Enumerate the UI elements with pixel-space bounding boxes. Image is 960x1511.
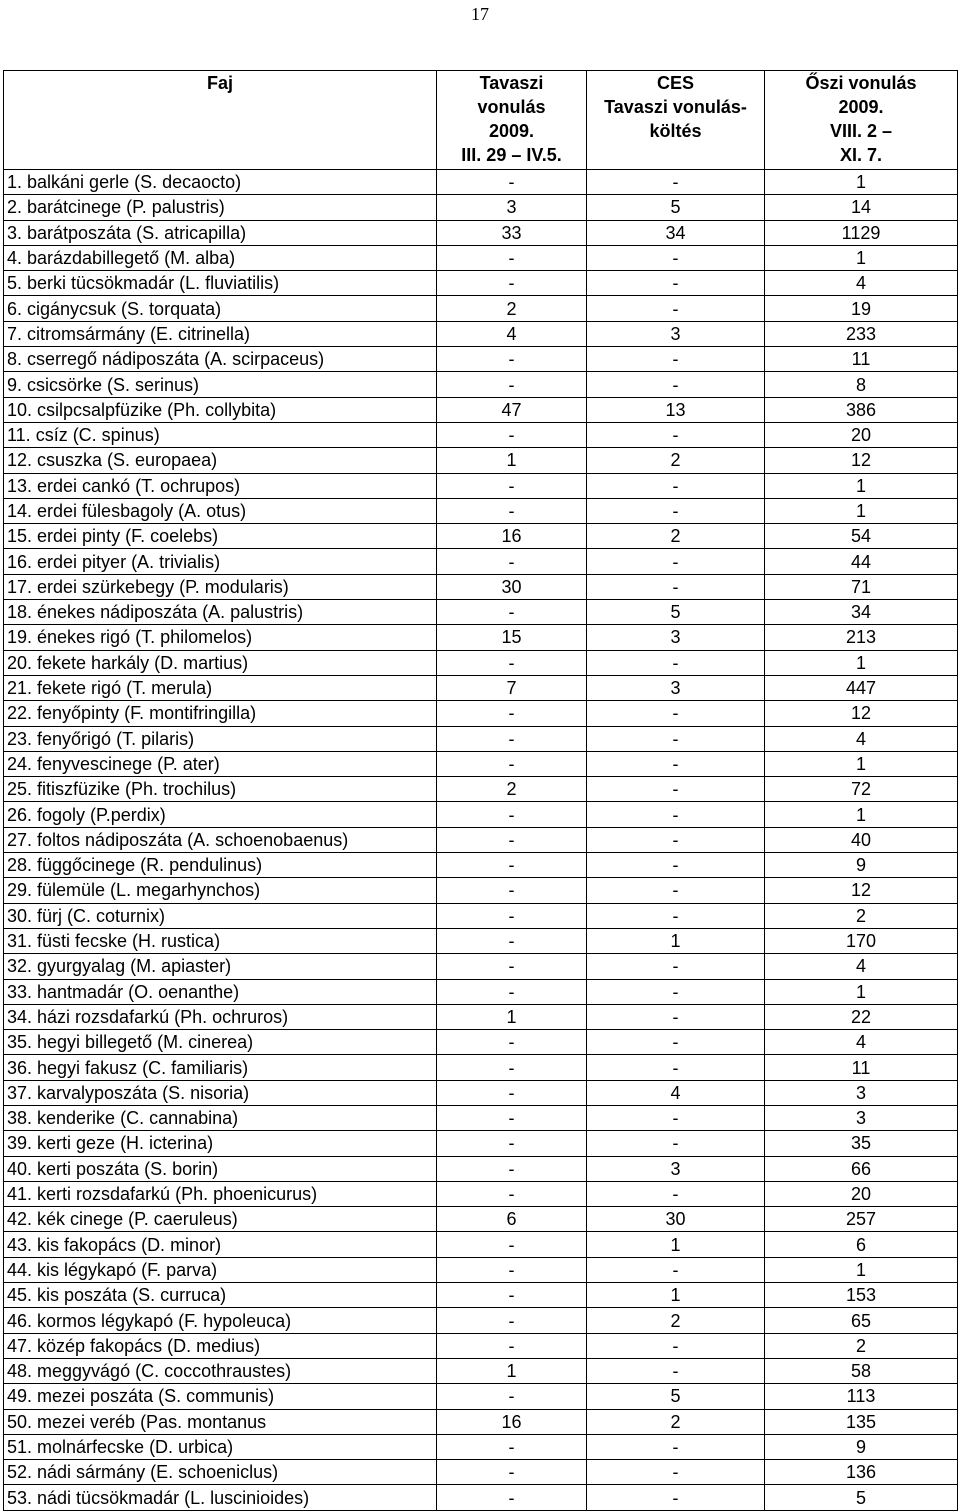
ces-count-cell: - bbox=[587, 1131, 765, 1156]
ces-count-cell: 1 bbox=[587, 1232, 765, 1257]
ces-count-cell: - bbox=[587, 1030, 765, 1055]
autumn-count-cell: 44 bbox=[765, 549, 958, 574]
table-row bbox=[4, 1460, 958, 1485]
ces-count-cell: - bbox=[587, 777, 765, 802]
ces-count-cell: - bbox=[587, 422, 765, 447]
spring-count-cell: - bbox=[437, 954, 587, 979]
autumn-count-cell: 20 bbox=[765, 422, 958, 447]
ces-count-cell: - bbox=[587, 1004, 765, 1029]
spring-count-cell: - bbox=[437, 422, 587, 447]
ces-count-cell: - bbox=[587, 574, 765, 599]
species-name-cell: 20. fekete harkály (D. martius) bbox=[4, 650, 437, 675]
species-name-cell: 48. meggyvágó (C. coccothraustes) bbox=[4, 1358, 437, 1383]
table-body bbox=[4, 170, 958, 1511]
table-row bbox=[4, 954, 958, 979]
table-row bbox=[4, 1030, 958, 1055]
spring-count-cell: - bbox=[437, 979, 587, 1004]
ces-count-cell: - bbox=[587, 1181, 765, 1206]
ces-count-cell: 5 bbox=[587, 195, 765, 220]
autumn-count-cell: 11 bbox=[765, 1055, 958, 1080]
ces-count-cell: 3 bbox=[587, 1156, 765, 1181]
spring-count-cell: 16 bbox=[437, 524, 587, 549]
autumn-count-cell: 170 bbox=[765, 928, 958, 953]
spring-count-cell: - bbox=[437, 878, 587, 903]
table-row bbox=[4, 271, 958, 296]
ces-count-cell: - bbox=[587, 1333, 765, 1358]
table-row bbox=[4, 1283, 958, 1308]
spring-count-cell: 30 bbox=[437, 574, 587, 599]
ces-count-cell: - bbox=[587, 802, 765, 827]
header-autumn-line: XI. 7. bbox=[839, 145, 883, 165]
ces-count-cell: 2 bbox=[587, 1308, 765, 1333]
autumn-count-cell: 1 bbox=[765, 245, 958, 270]
spring-count-cell: 1 bbox=[437, 1358, 587, 1383]
species-name-cell: 49. mezei poszáta (S. communis) bbox=[4, 1384, 437, 1409]
spring-count-cell: 2 bbox=[437, 777, 587, 802]
header-row bbox=[4, 71, 958, 170]
autumn-count-cell: 136 bbox=[765, 1460, 958, 1485]
autumn-count-cell: 22 bbox=[765, 1004, 958, 1029]
spring-count-cell: - bbox=[437, 549, 587, 574]
ces-count-cell: - bbox=[587, 827, 765, 852]
autumn-count-cell: 65 bbox=[765, 1308, 958, 1333]
table-row bbox=[4, 878, 958, 903]
table-row bbox=[4, 1358, 958, 1383]
table-row bbox=[4, 777, 958, 802]
ces-count-cell: 2 bbox=[587, 524, 765, 549]
table-row bbox=[4, 448, 958, 473]
table-row bbox=[4, 1055, 958, 1080]
table-row bbox=[4, 751, 958, 776]
header-spring-line: Tavaszi bbox=[479, 73, 544, 93]
spring-count-cell: - bbox=[437, 751, 587, 776]
autumn-count-cell: 9 bbox=[765, 853, 958, 878]
table-row bbox=[4, 853, 958, 878]
table-row bbox=[4, 1156, 958, 1181]
autumn-count-cell: 19 bbox=[765, 296, 958, 321]
spring-count-cell: 15 bbox=[437, 625, 587, 650]
autumn-count-cell: 4 bbox=[765, 1030, 958, 1055]
autumn-count-cell: 35 bbox=[765, 1131, 958, 1156]
ces-count-cell: 3 bbox=[587, 675, 765, 700]
species-name-cell: 12. csuszka (S. europaea) bbox=[4, 448, 437, 473]
species-name-cell: 24. fenyvescinege (P. ater) bbox=[4, 751, 437, 776]
table-row bbox=[4, 928, 958, 953]
species-name-cell: 7. citromsármány (E. citrinella) bbox=[4, 321, 437, 346]
autumn-count-cell: 14 bbox=[765, 195, 958, 220]
page-number: 17 bbox=[471, 4, 489, 24]
autumn-count-cell: 447 bbox=[765, 675, 958, 700]
species-name-cell: 38. kenderike (C. cannabina) bbox=[4, 1105, 437, 1130]
autumn-count-cell: 1 bbox=[765, 802, 958, 827]
ces-count-cell: 13 bbox=[587, 397, 765, 422]
spring-count-cell: - bbox=[437, 1232, 587, 1257]
ces-count-cell: - bbox=[587, 296, 765, 321]
autumn-count-cell: 1 bbox=[765, 498, 958, 523]
spring-count-cell: 47 bbox=[437, 397, 587, 422]
autumn-count-cell: 257 bbox=[765, 1207, 958, 1232]
species-name-cell: 22. fenyőpinty (F. montifringilla) bbox=[4, 701, 437, 726]
species-name-cell: 10. csilpcsalpfüzike (Ph. collybita) bbox=[4, 397, 437, 422]
autumn-count-cell: 71 bbox=[765, 574, 958, 599]
autumn-count-cell: 66 bbox=[765, 1156, 958, 1181]
table-row bbox=[4, 1080, 958, 1105]
table-row bbox=[4, 625, 958, 650]
table-row bbox=[4, 1333, 958, 1358]
spring-count-cell: - bbox=[437, 650, 587, 675]
ces-count-cell: - bbox=[587, 170, 765, 195]
autumn-count-cell: 3 bbox=[765, 1105, 958, 1130]
species-name-cell: 41. kerti rozsdafarkú (Ph. phoenicurus) bbox=[4, 1181, 437, 1206]
header-spring-migration bbox=[437, 71, 587, 170]
autumn-count-cell: 113 bbox=[765, 1384, 958, 1409]
autumn-count-cell: 4 bbox=[765, 271, 958, 296]
species-name-cell: 28. függőcinege (R. pendulinus) bbox=[4, 853, 437, 878]
spring-count-cell: - bbox=[437, 1384, 587, 1409]
table-row bbox=[4, 979, 958, 1004]
spring-count-cell: - bbox=[437, 1156, 587, 1181]
ces-count-cell: - bbox=[587, 245, 765, 270]
autumn-count-cell: 11 bbox=[765, 347, 958, 372]
ces-count-cell: - bbox=[587, 549, 765, 574]
species-name-cell: 35. hegyi billegető (M. cinerea) bbox=[4, 1030, 437, 1055]
header-autumn-line: 2009. bbox=[838, 97, 884, 117]
species-name-cell: 1. balkáni gerle (S. decaocto) bbox=[4, 170, 437, 195]
autumn-count-cell: 12 bbox=[765, 448, 958, 473]
species-name-cell: 9. csicsörke (S. serinus) bbox=[4, 372, 437, 397]
ces-count-cell: 5 bbox=[587, 1384, 765, 1409]
species-name-cell: 8. cserregő nádiposzáta (A. scirpaceus) bbox=[4, 347, 437, 372]
table-row bbox=[4, 1181, 958, 1206]
autumn-count-cell: 3 bbox=[765, 1080, 958, 1105]
autumn-count-cell: 4 bbox=[765, 954, 958, 979]
species-name-cell: 53. nádi tücsökmadár (L. luscinioides) bbox=[4, 1485, 437, 1510]
autumn-count-cell: 9 bbox=[765, 1434, 958, 1459]
spring-count-cell: - bbox=[437, 1131, 587, 1156]
ces-count-cell: - bbox=[587, 372, 765, 397]
table-row bbox=[4, 827, 958, 852]
species-name-cell: 23. fenyőrigó (T. pilaris) bbox=[4, 726, 437, 751]
ces-count-cell: - bbox=[587, 271, 765, 296]
species-name-cell: 2. barátcinege (P. palustris) bbox=[4, 195, 437, 220]
ces-count-cell: - bbox=[587, 1257, 765, 1282]
ces-count-cell: 34 bbox=[587, 220, 765, 245]
ces-count-cell: - bbox=[587, 701, 765, 726]
species-name-cell: 31. füsti fecske (H. rustica) bbox=[4, 928, 437, 953]
species-name-cell: 21. fekete rigó (T. merula) bbox=[4, 675, 437, 700]
autumn-count-cell: 5 bbox=[765, 1485, 958, 1510]
species-name-cell: 43. kis fakopács (D. minor) bbox=[4, 1232, 437, 1257]
ces-count-cell: 4 bbox=[587, 1080, 765, 1105]
spring-count-cell: - bbox=[437, 853, 587, 878]
table-row bbox=[4, 650, 958, 675]
table-row bbox=[4, 726, 958, 751]
table-row bbox=[4, 347, 958, 372]
table-row bbox=[4, 802, 958, 827]
spring-count-cell: 1 bbox=[437, 1004, 587, 1029]
table-row bbox=[4, 473, 958, 498]
ces-count-cell: 1 bbox=[587, 1283, 765, 1308]
spring-count-cell: 1 bbox=[437, 448, 587, 473]
spring-count-cell: - bbox=[437, 1105, 587, 1130]
species-name-cell: 46. kormos légykapó (F. hypoleuca) bbox=[4, 1308, 437, 1333]
table-row bbox=[4, 1004, 958, 1029]
spring-count-cell: - bbox=[437, 498, 587, 523]
ces-count-cell: 2 bbox=[587, 448, 765, 473]
autumn-count-cell: 1 bbox=[765, 979, 958, 1004]
table-row bbox=[4, 701, 958, 726]
table-row bbox=[4, 903, 958, 928]
species-name-cell: 3. barátposzáta (S. atricapilla) bbox=[4, 220, 437, 245]
spring-count-cell: 2 bbox=[437, 296, 587, 321]
species-name-cell: 19. énekes rigó (T. philomelos) bbox=[4, 625, 437, 650]
autumn-count-cell: 233 bbox=[765, 321, 958, 346]
table-row bbox=[4, 170, 958, 195]
autumn-count-cell: 1 bbox=[765, 1257, 958, 1282]
spring-count-cell: 33 bbox=[437, 220, 587, 245]
ces-count-cell: - bbox=[587, 726, 765, 751]
spring-count-cell: - bbox=[437, 170, 587, 195]
ces-count-cell: - bbox=[587, 1434, 765, 1459]
spring-count-cell: - bbox=[437, 1485, 587, 1510]
table-row bbox=[4, 600, 958, 625]
autumn-count-cell: 54 bbox=[765, 524, 958, 549]
ces-count-cell: - bbox=[587, 853, 765, 878]
header-ces bbox=[587, 71, 765, 170]
table-row bbox=[4, 549, 958, 574]
autumn-count-cell: 8 bbox=[765, 372, 958, 397]
autumn-count-cell: 72 bbox=[765, 777, 958, 802]
header-ces-line: CES bbox=[656, 73, 694, 93]
species-name-cell: 52. nádi sármány (E. schoeniclus) bbox=[4, 1460, 437, 1485]
table-row bbox=[4, 1105, 958, 1130]
spring-count-cell: - bbox=[437, 1181, 587, 1206]
species-name-cell: 45. kis poszáta (S. curruca) bbox=[4, 1283, 437, 1308]
header-autumn-line: VIII. 2 – bbox=[829, 121, 893, 141]
autumn-count-cell: 4 bbox=[765, 726, 958, 751]
species-name-cell: 30. fürj (C. coturnix) bbox=[4, 903, 437, 928]
ces-count-cell: - bbox=[587, 1460, 765, 1485]
table-row bbox=[4, 498, 958, 523]
species-name-cell: 42. kék cinege (P. caeruleus) bbox=[4, 1207, 437, 1232]
spring-count-cell: - bbox=[437, 928, 587, 953]
species-name-cell: 27. foltos nádiposzáta (A. schoenobaenus) bbox=[4, 827, 437, 852]
spring-count-cell: - bbox=[437, 1030, 587, 1055]
header-spring-line: III. 29 – IV.5. bbox=[461, 145, 562, 165]
ces-count-cell: 5 bbox=[587, 600, 765, 625]
table-row bbox=[4, 1485, 958, 1510]
table-row bbox=[4, 1232, 958, 1257]
species-name-cell: 29. fülemüle (L. megarhynchos) bbox=[4, 878, 437, 903]
table-row bbox=[4, 1384, 958, 1409]
species-table bbox=[3, 70, 958, 1511]
spring-count-cell: 16 bbox=[437, 1409, 587, 1434]
species-name-cell: 5. berki tücsökmadár (L. fluviatilis) bbox=[4, 271, 437, 296]
spring-count-cell: - bbox=[437, 600, 587, 625]
autumn-count-cell: 2 bbox=[765, 1333, 958, 1358]
ces-count-cell: 1 bbox=[587, 928, 765, 953]
ces-count-cell: 3 bbox=[587, 321, 765, 346]
spring-count-cell: - bbox=[437, 1460, 587, 1485]
spring-count-cell: - bbox=[437, 1308, 587, 1333]
spring-count-cell: 3 bbox=[437, 195, 587, 220]
header-ces-line: költés bbox=[649, 121, 702, 141]
species-name-cell: 47. közép fakopács (D. medius) bbox=[4, 1333, 437, 1358]
spring-count-cell: - bbox=[437, 1080, 587, 1105]
ces-count-cell: - bbox=[587, 473, 765, 498]
autumn-count-cell: 58 bbox=[765, 1358, 958, 1383]
spring-count-cell: - bbox=[437, 271, 587, 296]
ces-count-cell: - bbox=[587, 878, 765, 903]
autumn-count-cell: 153 bbox=[765, 1283, 958, 1308]
header-autumn-migration bbox=[765, 71, 958, 170]
autumn-count-cell: 1 bbox=[765, 473, 958, 498]
header-ces-line: Tavaszi vonulás- bbox=[604, 97, 747, 117]
spring-count-cell: - bbox=[437, 802, 587, 827]
table-row bbox=[4, 574, 958, 599]
species-name-cell: 4. barázdabillegető (M. alba) bbox=[4, 245, 437, 270]
table-row bbox=[4, 1257, 958, 1282]
table-row bbox=[4, 1131, 958, 1156]
ces-count-cell: 2 bbox=[587, 1409, 765, 1434]
spring-count-cell: - bbox=[437, 245, 587, 270]
autumn-count-cell: 1 bbox=[765, 650, 958, 675]
ces-count-cell: 30 bbox=[587, 1207, 765, 1232]
header-spring-line: 2009. bbox=[488, 121, 535, 141]
table-row bbox=[4, 296, 958, 321]
species-name-cell: 50. mezei veréb (Pas. montanus bbox=[4, 1409, 437, 1434]
species-name-cell: 26. fogoly (P.perdix) bbox=[4, 802, 437, 827]
table-row bbox=[4, 372, 958, 397]
ces-count-cell: - bbox=[587, 498, 765, 523]
table-row bbox=[4, 245, 958, 270]
species-name-cell: 36. hegyi fakusz (C. familiaris) bbox=[4, 1055, 437, 1080]
species-name-cell: 37. karvalyposzáta (S. nisoria) bbox=[4, 1080, 437, 1105]
autumn-count-cell: 20 bbox=[765, 1181, 958, 1206]
species-name-cell: 6. cigánycsuk (S. torquata) bbox=[4, 296, 437, 321]
ces-count-cell: 3 bbox=[587, 625, 765, 650]
header-autumn-line: Őszi vonulás bbox=[805, 73, 917, 93]
spring-count-cell: - bbox=[437, 347, 587, 372]
species-name-cell: 40. kerti poszáta (S. borin) bbox=[4, 1156, 437, 1181]
table-row bbox=[4, 1434, 958, 1459]
spring-count-cell: 6 bbox=[437, 1207, 587, 1232]
spring-count-cell: - bbox=[437, 1434, 587, 1459]
table-row bbox=[4, 195, 958, 220]
autumn-count-cell: 386 bbox=[765, 397, 958, 422]
species-name-cell: 34. házi rozsdafarkú (Ph. ochruros) bbox=[4, 1004, 437, 1029]
table-row bbox=[4, 1308, 958, 1333]
autumn-count-cell: 40 bbox=[765, 827, 958, 852]
table-row bbox=[4, 422, 958, 447]
ces-count-cell: - bbox=[587, 1105, 765, 1130]
spring-count-cell: - bbox=[437, 1333, 587, 1358]
spring-count-cell: - bbox=[437, 1257, 587, 1282]
autumn-count-cell: 135 bbox=[765, 1409, 958, 1434]
autumn-count-cell: 1129 bbox=[765, 220, 958, 245]
table-row bbox=[4, 524, 958, 549]
ces-count-cell: - bbox=[587, 1485, 765, 1510]
spring-count-cell: - bbox=[437, 827, 587, 852]
spring-count-cell: 7 bbox=[437, 675, 587, 700]
table-row bbox=[4, 1409, 958, 1434]
species-name-cell: 25. fitiszfüzike (Ph. trochilus) bbox=[4, 777, 437, 802]
autumn-count-cell: 1 bbox=[765, 751, 958, 776]
species-name-cell: 44. kis légykapó (F. parva) bbox=[4, 1257, 437, 1282]
ces-count-cell: - bbox=[587, 1055, 765, 1080]
ces-count-cell: - bbox=[587, 1358, 765, 1383]
header-spring-line: vonulás bbox=[477, 97, 546, 117]
spring-count-cell: - bbox=[437, 726, 587, 751]
ces-count-cell: - bbox=[587, 903, 765, 928]
table-row bbox=[4, 321, 958, 346]
spring-count-cell: - bbox=[437, 1055, 587, 1080]
species-name-cell: 11. csíz (C. spinus) bbox=[4, 422, 437, 447]
species-name-cell: 18. énekes nádiposzáta (A. palustris) bbox=[4, 600, 437, 625]
species-name-cell: 16. erdei pityer (A. trivialis) bbox=[4, 549, 437, 574]
table-row bbox=[4, 1207, 958, 1232]
table-row bbox=[4, 220, 958, 245]
species-name-cell: 17. erdei szürkebegy (P. modularis) bbox=[4, 574, 437, 599]
table-row bbox=[4, 675, 958, 700]
spring-count-cell: 4 bbox=[437, 321, 587, 346]
ces-count-cell: - bbox=[587, 954, 765, 979]
ces-count-cell: - bbox=[587, 751, 765, 776]
autumn-count-cell: 12 bbox=[765, 701, 958, 726]
spring-count-cell: - bbox=[437, 903, 587, 928]
table-row bbox=[4, 397, 958, 422]
species-name-cell: 32. gyurgyalag (M. apiaster) bbox=[4, 954, 437, 979]
autumn-count-cell: 12 bbox=[765, 878, 958, 903]
autumn-count-cell: 34 bbox=[765, 600, 958, 625]
spring-count-cell: - bbox=[437, 473, 587, 498]
ces-count-cell: - bbox=[587, 347, 765, 372]
species-name-cell: 15. erdei pinty (F. coelebs) bbox=[4, 524, 437, 549]
header-species: Faj bbox=[4, 71, 437, 170]
autumn-count-cell: 213 bbox=[765, 625, 958, 650]
species-name-cell: 33. hantmadár (O. oenanthe) bbox=[4, 979, 437, 1004]
spring-count-cell: - bbox=[437, 701, 587, 726]
autumn-count-cell: 1 bbox=[765, 170, 958, 195]
spring-count-cell: - bbox=[437, 372, 587, 397]
species-name-cell: 14. erdei fülesbagoly (A. otus) bbox=[4, 498, 437, 523]
species-name-cell: 39. kerti geze (H. icterina) bbox=[4, 1131, 437, 1156]
spring-count-cell: - bbox=[437, 1283, 587, 1308]
ces-count-cell: - bbox=[587, 979, 765, 1004]
species-name-cell: 51. molnárfecske (D. urbica) bbox=[4, 1434, 437, 1459]
ces-count-cell: - bbox=[587, 650, 765, 675]
autumn-count-cell: 2 bbox=[765, 903, 958, 928]
species-name-cell: 13. erdei cankó (T. ochrupos) bbox=[4, 473, 437, 498]
autumn-count-cell: 6 bbox=[765, 1232, 958, 1257]
